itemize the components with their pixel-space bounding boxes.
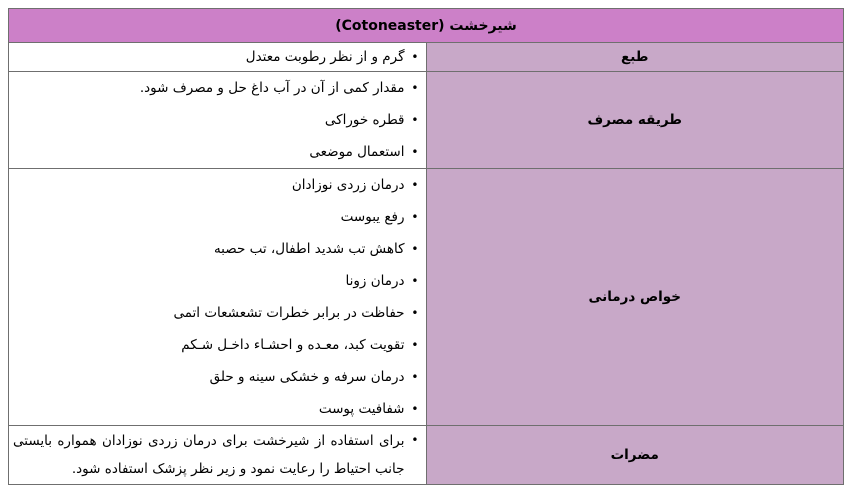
list-item: • کاهش تب شدید اطفال، تب حصبه bbox=[9, 233, 426, 265]
row-label-properties: خواص درمانی bbox=[426, 169, 844, 426]
row-label-usage: طریقه مصرف bbox=[426, 72, 844, 169]
list-item: • استعمال موضعی bbox=[9, 136, 426, 168]
row-label-nature: طبع bbox=[426, 43, 844, 72]
bullet-icon: • bbox=[411, 402, 419, 416]
list-item: • تقویت کبد، معـده و احشـاء داخـل شـکم bbox=[9, 329, 426, 361]
bullet-icon: • bbox=[411, 178, 419, 192]
list-item: • گرم و از نظر رطوبت معتدل bbox=[9, 43, 426, 71]
bullet-icon: • bbox=[411, 210, 419, 224]
row-nature bbox=[9, 43, 844, 72]
bullet-icon: • bbox=[411, 433, 419, 447]
row-harms bbox=[9, 426, 844, 485]
row-content-properties bbox=[9, 169, 427, 426]
list-item: • درمان زونا bbox=[9, 265, 426, 297]
list-item: • مقدار کمی از آن در آب داغ حل و مصرف شود. bbox=[9, 72, 426, 104]
table-title: شیرخشت (Cotoneaster) bbox=[9, 9, 844, 43]
bullet-icon: • bbox=[411, 274, 419, 288]
bullet-icon: • bbox=[411, 370, 419, 384]
herb-table-container bbox=[8, 8, 844, 485]
bullet-icon: • bbox=[411, 242, 419, 256]
list-item: • شفافیت پوست bbox=[9, 393, 426, 425]
list-item: • درمان سرفه و خشکی سینه و حلق bbox=[9, 361, 426, 393]
bullet-icon: • bbox=[411, 50, 419, 64]
herb-info-table bbox=[8, 8, 844, 485]
list-item: • برای استفاده از شیرخشت برای درمان زردی نوزادان همواره بایستی جانب احتیاط را رعایت نمود و زیر نظر پزشک استفاده شود. bbox=[9, 426, 426, 484]
list-item: • قطره خوراکی bbox=[9, 104, 426, 136]
nature-list bbox=[9, 43, 426, 71]
row-content-harms bbox=[9, 426, 427, 485]
bullet-icon: • bbox=[411, 145, 419, 159]
table-header-row bbox=[9, 9, 844, 43]
bullet-icon: • bbox=[411, 113, 419, 127]
list-item: • حفاظت در برابر خطرات تشعشعات اتمی bbox=[9, 297, 426, 329]
list-item: • رفع یبوست bbox=[9, 201, 426, 233]
row-content-nature bbox=[9, 43, 427, 72]
list-item: • درمان زردی نوزادان bbox=[9, 169, 426, 201]
bullet-icon: • bbox=[411, 81, 419, 95]
usage-list bbox=[9, 72, 426, 168]
bullet-icon: • bbox=[411, 306, 419, 320]
row-label-harms: مضرات bbox=[426, 426, 844, 485]
row-content-usage bbox=[9, 72, 427, 169]
row-usage bbox=[9, 72, 844, 169]
row-properties bbox=[9, 169, 844, 426]
harms-list bbox=[9, 426, 426, 484]
properties-list bbox=[9, 169, 426, 425]
bullet-icon: • bbox=[411, 338, 419, 352]
